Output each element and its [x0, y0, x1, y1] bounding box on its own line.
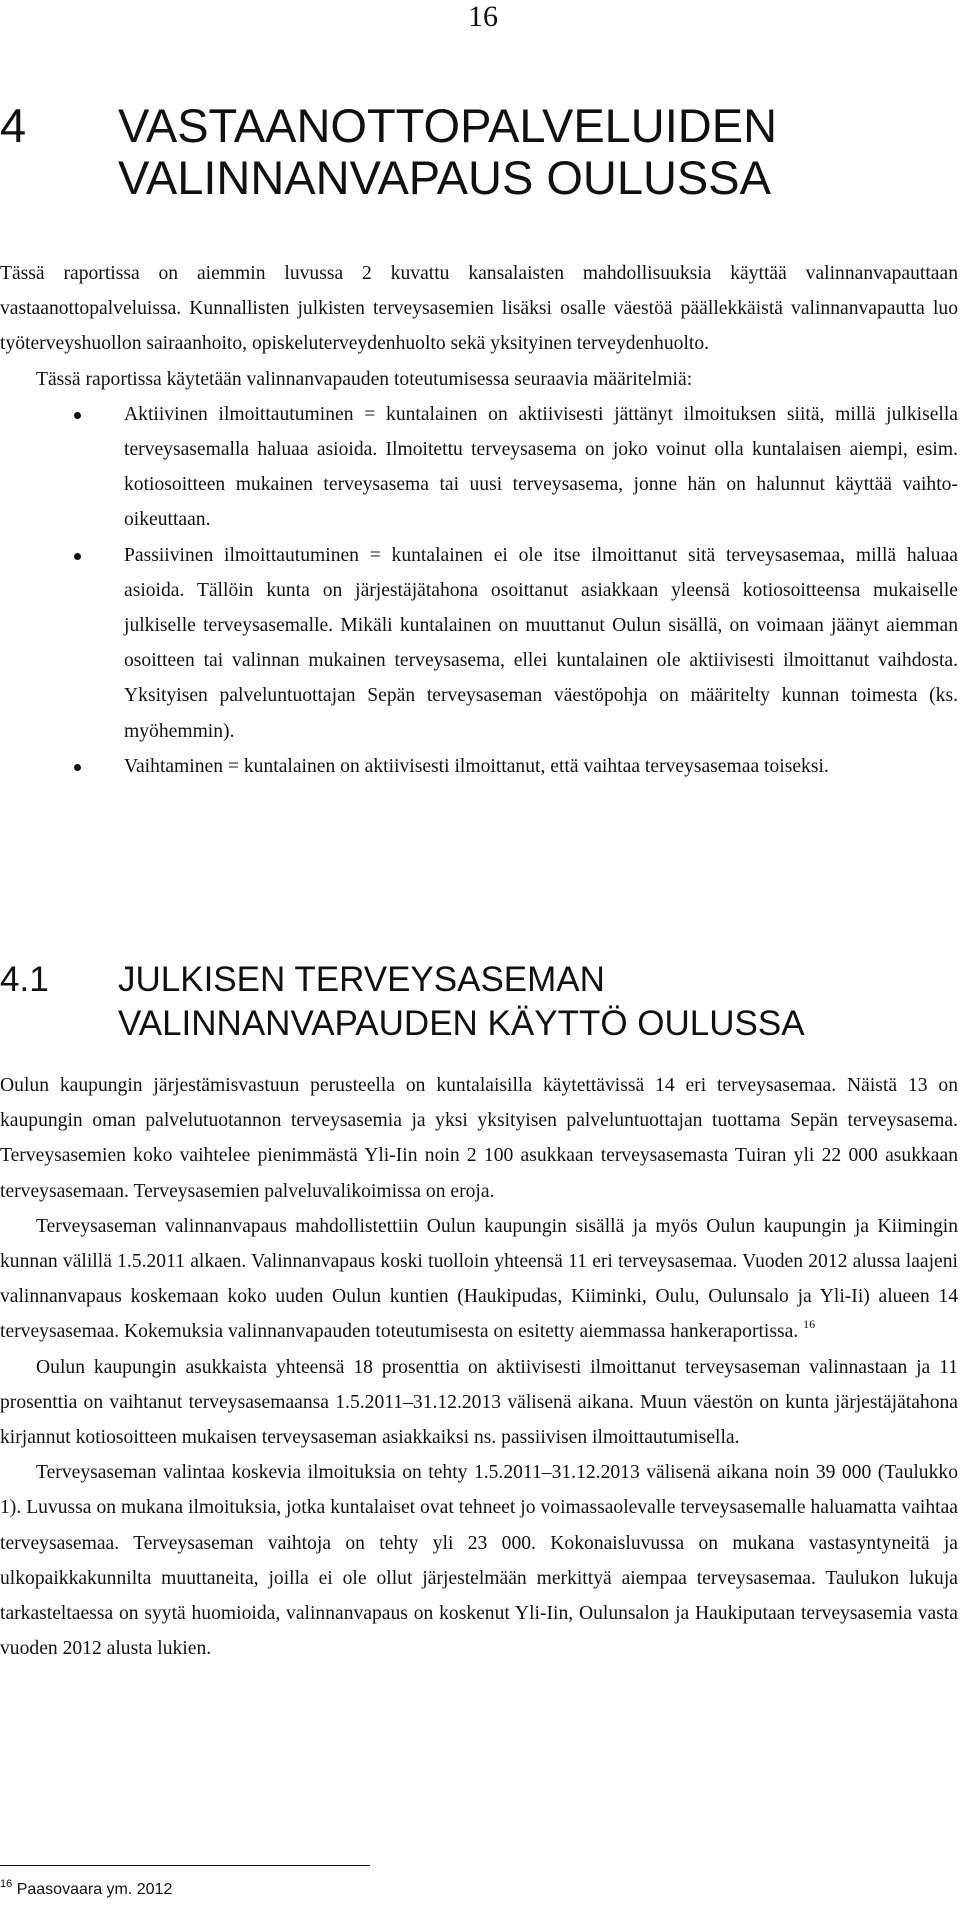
- section-paragraph-4: Terveysaseman valintaa koskevia ilmoituksia on tehty 1.5.2011–31.12.2013 välisenä aikana noin 39 000 (Taulukko 1). Luvussa on mukana ilmoituksia, jotka kuntalaiset ovat tehneet jo voimassaolevalle terveysasemalle haluamatta vaihtaa terveysasemaa. Terveysaseman vaihtoja on tehty yli 23 000. Kokonaisluvussa on mukana vastasyntyneitä ja ulkopaikkakunnilta muuttaneita, joilla ei ole ollut järjestelmään merkittyä aiempaa terveysasemaa. Taulukon lukuja tarkasteltaessa on syytä huomioida, valinnanvapaus on koskenut Yli-Iin, Oulunsalon ja Haukiputaan terveysasemia vasta vuoden 2012 alusta lukien.: [0, 1462, 958, 1660]
- section-paragraph-2: [0, 1209, 958, 1350]
- definitions-list: [0, 397, 958, 784]
- intro-paragraph-1: Tässä raportissa on aiemmin luvussa 2 kuvattu kansalaisten mahdollisuuksia käyttää valinnanvapauttaan vastaanottopalveluissa. Kunnallisten julkisten terveysasemien lisäksi osalle väestöä päällekkäistä valinnanvapautta luo työterveyshuollon sairaanhoito, opiskeluterveydenhuolto sekä yksityinen terveydenhuolto.: [0, 263, 958, 355]
- intro-block: [0, 256, 958, 784]
- list-item-text: Passiivinen ilmoittautuminen = kuntalainen ei ole itse ilmoittanut sitä terveysasemaa, millä haluaa asioida. Tällöin kunta on järjestäjätahona osoittanut asiakkaan yleensä kotiosoitteensa mukaiselle julkiselle terveysasemalle. Mikäli kuntalainen on muuttanut Oulun sisällä, on voimaan jäänyt aiemman osoitteen tai valinnan mukainen terveysasema, ellei kuntalainen ole aktiivisesti ilmoittanut vaihdosta. Yksityisen palveluntuottajan Sepän terveysaseman väestöpohja on määritelty kunnan toimesta (ks. myöhemmin).: [124, 544, 958, 742]
- list-item-text: Vaihtaminen = kuntalainen on aktiivisesti ilmoittanut, että vaihtaa terveysasemaa toiseksi.: [124, 755, 829, 777]
- bullet-icon: [74, 412, 81, 419]
- list-item: [0, 538, 958, 749]
- bullet-icon: [74, 553, 81, 560]
- list-item-text: Aktiivinen ilmoittautuminen = kuntalainen on aktiivisesti jättänyt ilmoituksen siitä, millä julkisella terveysasemalla haluaa asioida. Ilmoitettu terveysasema on joko voinut olla kuntalaisen aiempi, esim. kotiosoitteen mukainen terveysasema tai uusi terveysasema, jonne hän on halunnut käyttää vaihto-oikeuttaan.: [124, 403, 958, 531]
- section-paragraph-1: Oulun kaupungin järjestämisvastuun perusteella on kuntalaisilla käytettävissä 14 eri terveysasemaa. Näistä 13 on kaupungin oman palvelutuotannon terveysasemia ja yksi yksityisen palveluntuottajan tuottama Sepän terveysasema. Terveysasemien koko vaihtelee pienimmästä Yli-Iin noin 2 100 asukkaan terveysasemasta Tuiran yli 22 000 asukkaan terveysasemaan. Terveysasemien palveluvalikoimissa on eroja.: [0, 1075, 958, 1202]
- bullet-icon: [74, 764, 81, 771]
- footnote-text: Paasovaara ym. 2012: [16, 1881, 173, 1898]
- list-item: [0, 749, 958, 784]
- section-title: JULKISEN TERVEYSASEMAN VALINNANVAPAUDEN KÄYTTÖ OULUSSA: [118, 960, 805, 1043]
- section-body: [0, 1068, 958, 1666]
- chapter-number: 4: [0, 99, 27, 152]
- intro-paragraph-2: Tässä raportissa käytetään valinnanvapauden toteutumisessa seuraavia määritelmiä:: [36, 368, 693, 390]
- footnote-number: 16: [0, 1878, 13, 1890]
- section-number: 4.1: [0, 960, 49, 999]
- footnote: [0, 1879, 172, 1901]
- section-paragraph-3: Oulun kaupungin asukkaista yhteensä 18 prosenttia on aktiivisesti ilmoittanut terveysaseman valinnastaan ja 11 prosenttia on vaihtanut terveysasemaansa 1.5.2011–31.12.2013 välisenä aikana. Muun väestön on kunta järjestäjätahona kirjannut kotiosoitteen mukaisen terveysaseman asiakkaiksi ns. passiivisen ilmoittautumisella.: [0, 1356, 958, 1449]
- chapter-title: VASTAANOTTOPALVELUIDEN VALINNANVAPAUS OULUSSA: [118, 99, 778, 204]
- footnote-divider: [0, 1865, 370, 1866]
- list-item: [0, 397, 958, 538]
- footnote-reference[interactable]: 16: [803, 1317, 816, 1332]
- section-paragraph-2-text: Terveysaseman valinnanvapaus mahdollistettiin Oulun kaupungin sisällä ja myös Oulun kaupungin ja Kiimingin kunnan välillä 1.5.2011 alkaen. Valinnanvapaus koski tuolloin yhteensä 11 eri terveysasemaa. Vuoden 2012 alussa laajeni valinnanvapaus koskemaan koko uuden Oulun kuntien (Haukipudas, Kiiminki, Oulu, Oulunsalo ja Yli-Ii) alueen 14 terveysasemaa. Kokemuksia valinnanvapauden toteutumisesta on esitetty aiemmassa hankeraportissa.: [0, 1215, 958, 1343]
- page-number: 16: [468, 0, 498, 33]
